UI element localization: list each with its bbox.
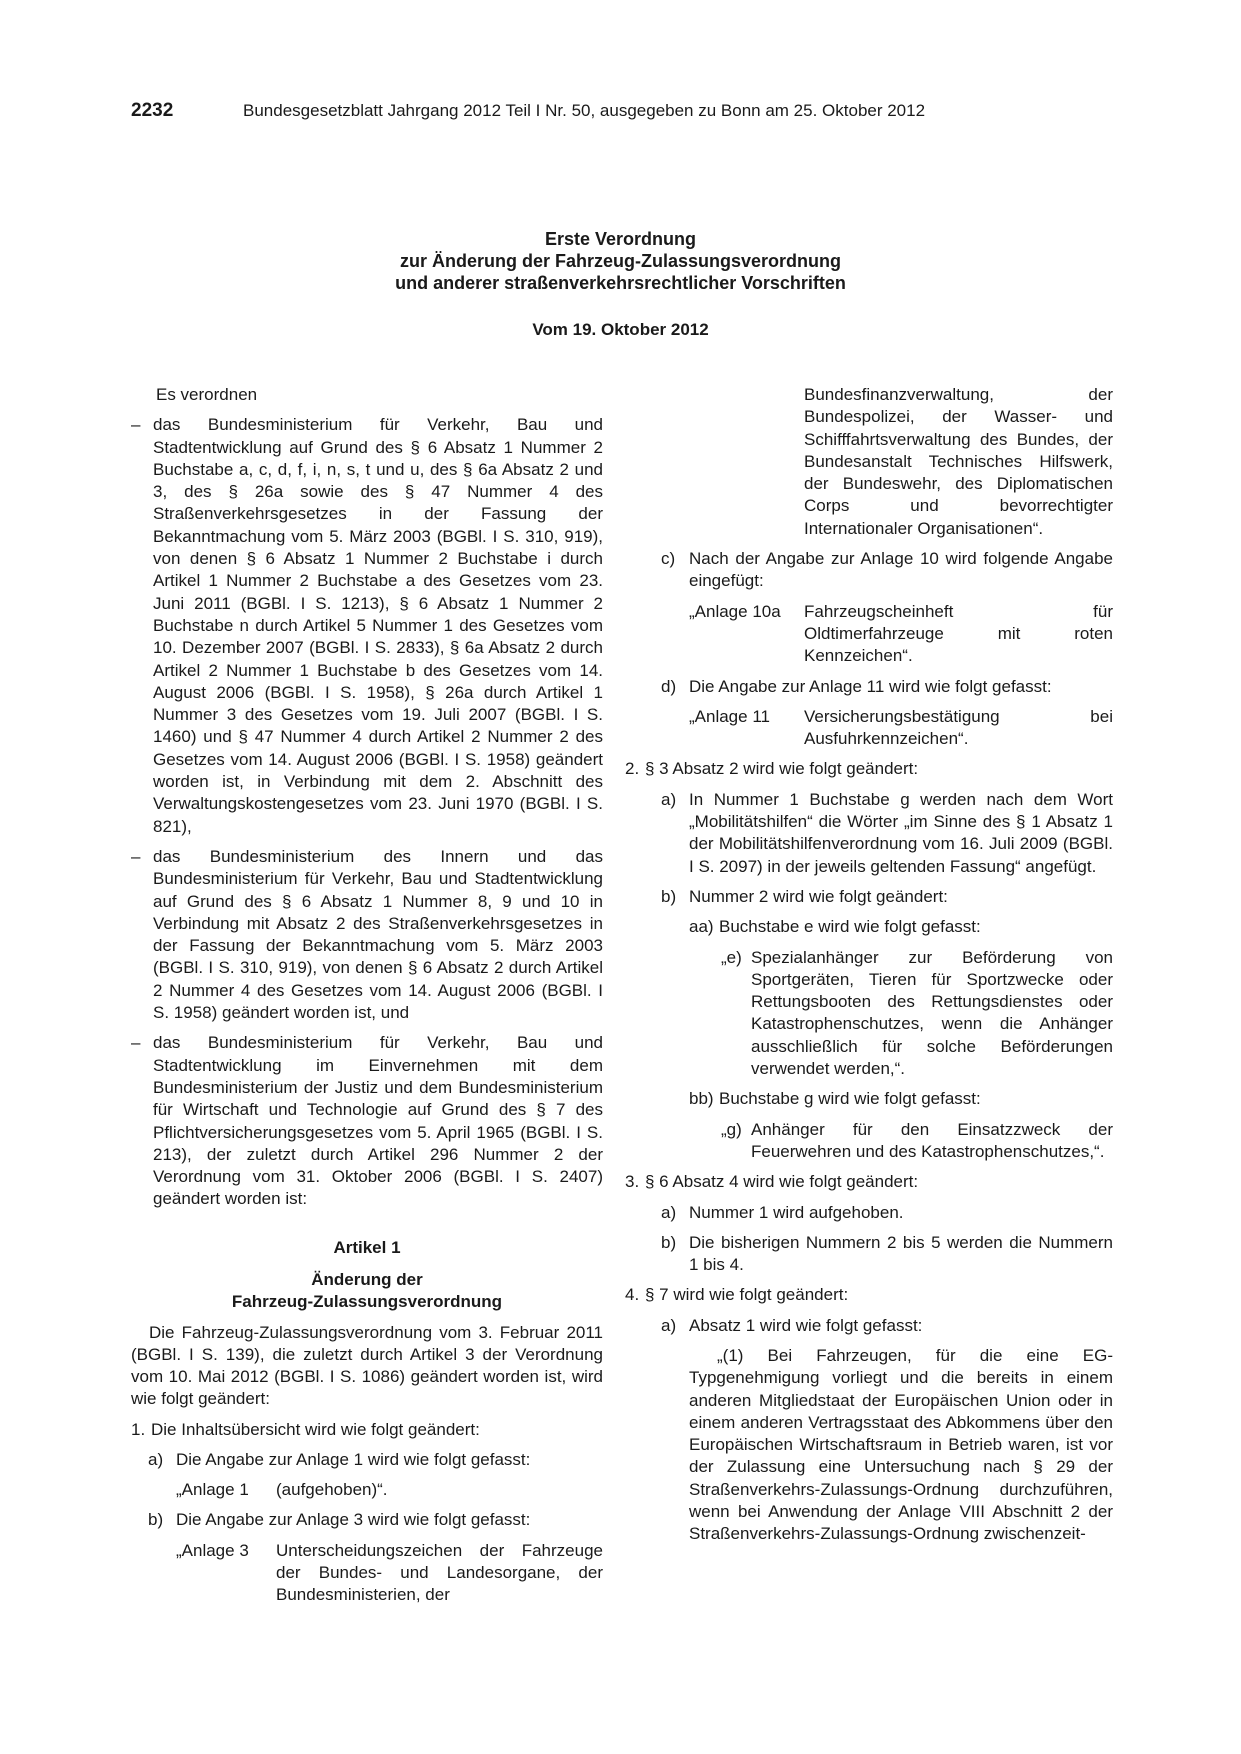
list-item [645, 676, 1113, 698]
list-item [645, 1088, 1113, 1110]
item-text: Nummer 2 wird wie folgt geändert: [689, 886, 948, 906]
item-text: Die Angabe zur Anlage 11 wird wie folgt gefasst: [689, 676, 1052, 696]
bullet-text-2: das Bundesministerium des Innern und das Bundesministerium für Verkehr, Bau und Stadtentwicklung auf Grund des § 6 Absatz 1 Nummer 8, 9 und 10 in Verbindung mit Absatz 2 des Straßenverkehrsgesetzes in der Fassung der Bekanntmachung vom 5. März 2003 (BGBl. I S. 310, 919), von denen § 6 Absatz 2 durch Artikel 2 Nummer 4 des Gesetzes vom 14. August 2006 (BGBl. I S. 1958) geändert worden ist, und [153, 846, 603, 1023]
bullet-item [131, 846, 603, 1024]
item-text: Spezialanhänger zur Beförderung von Sportgeräten, Tieren für Sportzwecke oder Rettungsbooten des Rettungsdienstes oder Katastrophenschutzes, wenn die Anhänger ausschließlich für solche Beförderungen verwendet werden,“. [751, 947, 1113, 1079]
list-item [625, 1284, 1113, 1306]
item-text: Die bisherigen Nummern 2 bis 5 werden die Nummern 1 bis 4. [689, 1232, 1113, 1275]
anlage-text: (aufgehoben)“. [276, 1480, 388, 1500]
anlage-label: „Anlage 3 [176, 1540, 249, 1560]
list-item [625, 1171, 1113, 1193]
anlage-continuation [645, 384, 1113, 540]
item-letter: c) [661, 549, 676, 569]
item-letter: a) [148, 1450, 164, 1470]
list-item [645, 947, 1113, 1081]
item-letter: b) [661, 1232, 677, 1252]
item-letter: aa) [689, 917, 714, 937]
item-text: Buchstabe e wird wie folgt gefasst: [719, 917, 981, 937]
left-column [131, 384, 603, 1607]
item-text: Die Inhaltsübersicht wird wie folgt geändert: [151, 1419, 480, 1439]
bullet-text-1: das Bundesministerium für Verkehr, Bau und Stadtentwicklung auf Grund des § 6 Absatz 1 Nummer 2 Buchstabe a, c, d, f, i, n, s, t und u, des § 6a Absatz 2 und 3, des § 26a sowie des § 47 Nummer 4 des Straßenverkehrsgesetzes in der Fassung der Bekanntmachung vom 5. März 2003 (BGBl. I S. 310, 919), von denen § 6 Absatz 1 Nummer 2 Buchstabe i durch Artikel 1 Nummer 2 Buchstabe a des Gesetzes vom 23. Juni 2011 (BGBl. I S. 1213), § 6 Absatz 1 Nummer 2 Buchstabe n durch Artikel 5 Nummer 1 des Gesetzes vom 10. Dezember 2007 (BGBl. I S. 2833), § 6a Absatz 2 durch Artikel 2 Nummer 1 Buchstabe b des Gesetzes vom 14. August 2006 (BGBl. I S. 1958), § 26a durch Artikel 1 Nummer 3 des Gesetzes vom 19. Juli 2007 (BGBl. I S. 1460) und § 47 Nummer 4 durch Artikel 2 Nummer 2 des Gesetzes vom 14. August 2006 (BGBl. I S. 1958) geändert worden ist, in Verbindung mit dem 2. Abschnitt des Verwaltungskostengesetzes vom 23. Juni 1970 (BGBl. I S. 821), [153, 415, 603, 836]
item-letter: a) [661, 1202, 677, 1222]
item-text: § 3 Absatz 2 wird wie folgt geändert: [645, 759, 919, 779]
intro-text: Es verordnen [156, 385, 258, 404]
item-letter: a) [661, 1315, 677, 1335]
dash-marker: – [131, 415, 141, 435]
item-text: § 7 wird wie folgt geändert: [645, 1285, 849, 1305]
dash-marker: – [131, 1033, 141, 1053]
list-item [645, 1315, 1113, 1337]
anlage-text: Versicherungsbestätigung bei Ausfuhrkennzeichen“. [804, 706, 1113, 749]
item-letter: a) [661, 789, 677, 809]
anlage-text: Bundesfinanzverwaltung, der Bundespolizei, der Wasser- und Schifffahrtsverwaltung des Bundes, der Bundesanstalt Technisches Hilfswerk, der Bundeswehr, des Diplomatischen Corps und bevorrechtigter Internationaler Organisationen“. [804, 385, 1113, 538]
anlage-label: „Anlage 10a [689, 601, 781, 621]
list-item [645, 1119, 1113, 1164]
document-title [0, 228, 1241, 294]
page-header [131, 100, 926, 122]
list-item [645, 916, 1113, 938]
title-line-2: zur Änderung der Fahrzeug-Zulassungsverordnung [399, 251, 842, 271]
article-intro: Die Fahrzeug-Zulassungsverordnung vom 3. Februar 2011 (BGBl. I S. 139), die zuletzt durch Artikel 3 der Verordnung vom 10. Mai 2012 (BGBl. I S. 1086) geändert worden ist, wird wie folgt geändert: [131, 1322, 603, 1409]
anlage-text: Unterscheidungszeichen der Fahrzeuge der Bundes- und Landesorgane, der Bundesministerien, der [276, 1540, 603, 1605]
item-text: Nummer 1 wird aufgehoben. [689, 1202, 904, 1222]
anlage-label: „Anlage 1 [176, 1480, 249, 1500]
bullet-item [131, 414, 603, 838]
item-text: In Nummer 1 Buchstabe g werden nach dem Wort „Mobilitätshilfen“ die Wörter „im Sinne des § 1 Absatz 1 der Mobilitätshilfenverordnung vom 16. Juli 2009 (BGBl. I S. 2097) in der jeweils geltenden Fassung“ angefügt. [689, 789, 1113, 876]
item-number: 1. [131, 1419, 146, 1439]
publication-line: Bundesgesetzblatt Jahrgang 2012 Teil I Nr. 50, ausgegeben zu Bonn am 25. Oktober 2012 [243, 101, 926, 120]
article-subheading-2: Fahrzeug-Zulassungsverordnung [231, 1292, 503, 1312]
item-text: § 6 Absatz 4 wird wie folgt geändert: [645, 1172, 919, 1192]
item-letter: „g) [721, 1119, 742, 1139]
item-text: Buchstabe g wird wie folgt gefasst: [719, 1089, 981, 1109]
list-item [645, 1232, 1113, 1277]
article-heading: Artikel 1 [333, 1237, 401, 1257]
item-letter: „e) [721, 947, 742, 967]
item-text: Nach der Angabe zur Anlage 10 wird folgende Angabe eingefügt: [689, 549, 1113, 591]
item-number: 2. [625, 759, 640, 779]
item-letter: b) [661, 886, 677, 906]
item-text: Die Angabe zur Anlage 1 wird wie folgt gefasst: [176, 1450, 531, 1470]
document-date: Vom 19. Oktober 2012 [532, 320, 709, 339]
article-subheading-1: Änderung der [311, 1269, 423, 1289]
list-item [625, 758, 1113, 780]
item-text: Anhänger für den Einsatzzweck der Feuerwehren und des Katastrophenschutzes,“. [751, 1119, 1113, 1161]
item-letter: d) [661, 676, 677, 696]
item-number: 4. [625, 1285, 640, 1305]
item-number: 3. [625, 1172, 640, 1192]
item-letter: bb) [689, 1089, 714, 1109]
anlage-label: „Anlage 11 [689, 706, 770, 726]
item-text: Absatz 1 wird wie folgt gefasst: [689, 1315, 923, 1335]
quote-text: „(1) Bei Fahrzeugen, für die eine EG-Typgenehmigung vorliegt und die bereits in einem anderen Mitgliedstaat der Europäischen Union oder in einem anderen Vertragsstaat des Abkommens über den Europäischen Wirtschaftsraum in Betrieb waren, ist vor der Zulassung eine Untersuchung nach § 29 der Straßenverkehrs-Zulassungs-Ordnung durchzuführen, wenn bei Anwendung der Anlage VIII Abschnitt 2 der Straßenverkehrs-Zulassungs-Ordnung zwischenzeit- [689, 1345, 1113, 1544]
list-item [645, 548, 1113, 593]
anlage-text: Fahrzeugscheinheft für Oldtimerfahrzeuge mit roten Kennzeichen“. [804, 601, 1113, 666]
item-text: Die Angabe zur Anlage 3 wird wie folgt gefasst: [176, 1510, 531, 1530]
bullet-item [131, 1032, 603, 1210]
quoted-paragraph [645, 1345, 1113, 1546]
list-item [645, 789, 1113, 878]
anlage-entry [645, 706, 1113, 751]
dash-marker: – [131, 846, 141, 866]
right-column [625, 384, 1113, 1546]
list-item [645, 886, 1113, 908]
bullet-text-3: das Bundesministerium für Verkehr, Bau und Stadtentwicklung im Einvernehmen mit dem Bundesministerium der Justiz und dem Bundesministerium für Wirtschaft und Technologie auf Grund des § 7 des Pflichtversicherungsgesetzes vom 5. April 1965 (BGBl. I S. 213), der zuletzt durch Artikel 296 Nummer 2 der Verordnung vom 31. Oktober 2006 (BGBl. I S. 2407) geändert worden ist: [153, 1033, 603, 1209]
anlage-entry [131, 1540, 603, 1607]
list-item [131, 1509, 603, 1531]
list-item [131, 1419, 603, 1441]
list-item [131, 1449, 603, 1471]
item-letter: b) [148, 1510, 164, 1530]
list-item [645, 1202, 1113, 1224]
title-line-1: Erste Verordnung [544, 229, 697, 249]
anlage-entry [645, 601, 1113, 668]
anlage-entry [131, 1479, 603, 1501]
title-line-3: und anderer straßenverkehrsrechtlicher Vorschriften [395, 273, 846, 293]
page-number: 2232 [131, 100, 174, 121]
